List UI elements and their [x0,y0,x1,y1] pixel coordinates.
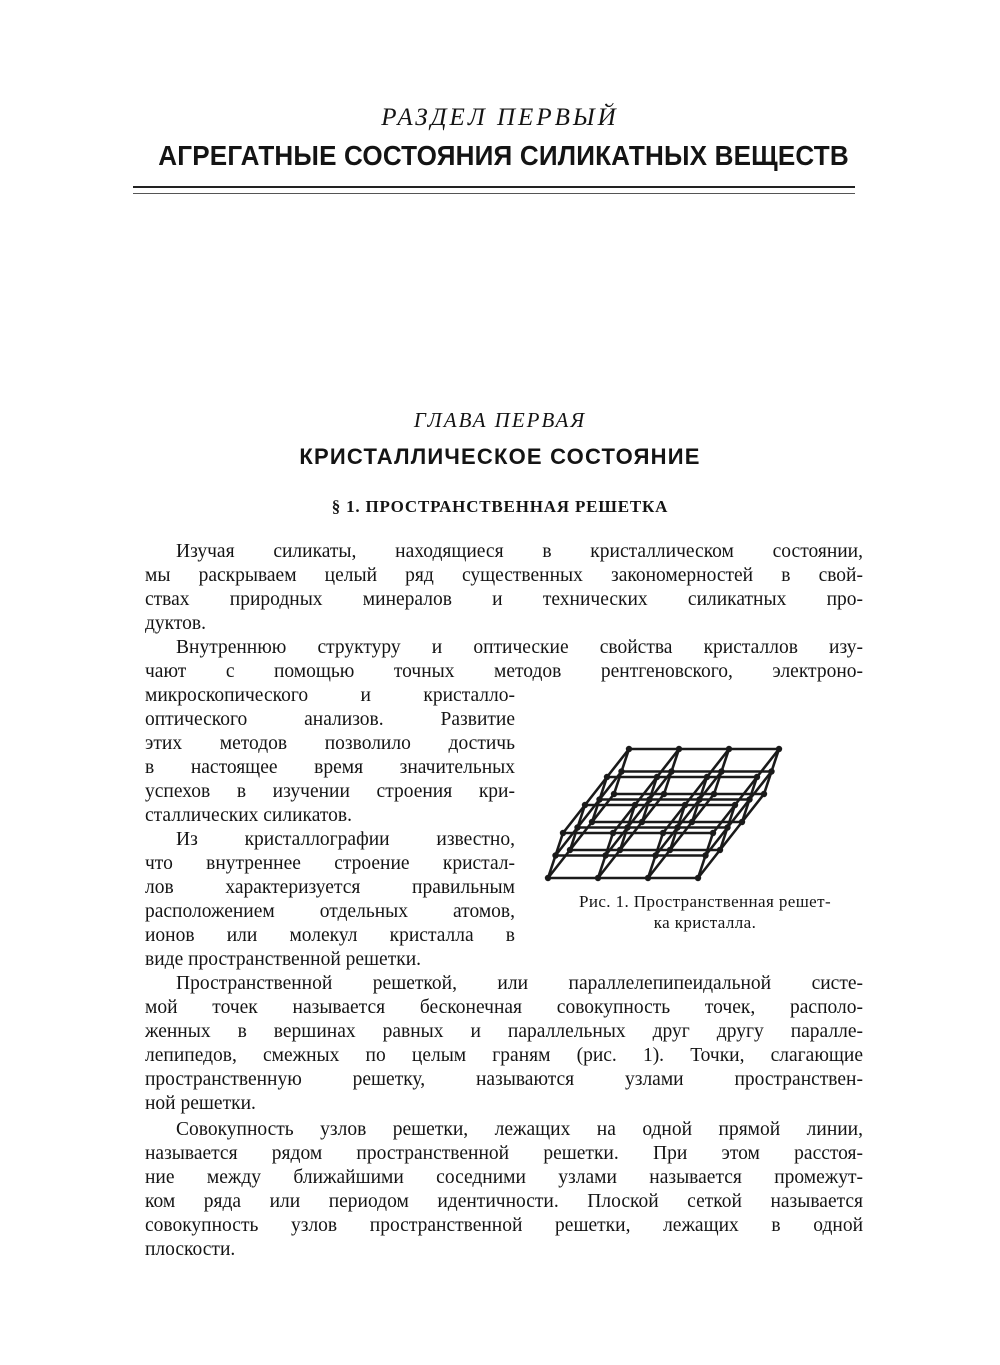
lattice-node [761,791,767,797]
lattice-node [567,847,573,853]
lattice-node [560,830,566,836]
lattice-node [695,875,701,881]
lattice-node [702,852,708,858]
lattice-node [717,847,723,853]
lattice-node [645,875,651,881]
text-line: микроскопического и кристалло- [145,685,515,706]
lattice-node [754,774,760,780]
figure-caption-line1: Рис. 1. Пространственная решет- [578,892,832,911]
lattice-node [582,802,588,808]
section-label: РАЗДЕЛ ПЕРВЫЙ [381,104,619,131]
text-line: женных в вершинах равных и параллельных друг другу паралле- [145,1021,863,1042]
lattice-node [676,746,682,752]
text-line: в настоящее время значительных [145,757,515,778]
text-line: совокупность узлов пространственной решетки, лежащих в одной [145,1215,863,1236]
lattice-node [596,796,602,802]
chapter-label: ГЛАВА ПЕРВАЯ [413,408,587,432]
lattice-node [724,824,730,830]
lattice-node [574,824,580,830]
text-line: мой точек называется бесконечная совокупность точек, располо- [145,997,863,1018]
section-title: АГРЕГАТНЫЕ СОСТОЯНИЯ СИЛИКАТНЫХ ВЕЩЕСТВ [158,140,849,171]
lattice-node [545,875,551,881]
lattice-node [711,791,717,797]
figure-caption [540,891,870,933]
lattice-node [652,852,658,858]
lattice-node [732,802,738,808]
lattice-node [696,796,702,802]
lattice-node [611,791,617,797]
lattice-node [552,852,558,858]
lattice-node [632,802,638,808]
text-line: Изучая силикаты, находящиеся в кристаллическом состоянии, [176,541,863,562]
lattice-node [595,875,601,881]
text-line: ние между ближайшими соседними узлами называется промежут- [145,1167,863,1188]
lattice-node [617,847,623,853]
text-line: успехов в изучении строения кри- [145,781,515,802]
text-line: сталлических силикатов. [145,805,352,826]
text-line: Совокупность узлов решетки, лежащих на одной прямой линии, [176,1119,863,1140]
lattice-node [674,824,680,830]
lattice-node [726,746,732,752]
lattice-node [718,768,724,774]
lattice-node [746,796,752,802]
text-line: дуктов. [145,613,206,634]
lattice-node [689,819,695,825]
paragraph-heading: § 1. ПРОСТРАНСТВЕННАЯ РЕШЕТКА [331,497,669,516]
text-line: этих методов позволило достичь [145,733,515,754]
text-line: мы раскрываем целый ряд существенных закономерностей в свой- [145,565,863,586]
lattice-node [624,824,630,830]
text-line: называется рядом пространственной решетки. При этом расстоя- [145,1143,863,1164]
lattice-node [710,830,716,836]
lattice-node [654,774,660,780]
lattice-node [660,830,666,836]
lattice-node [618,768,624,774]
lattice-node [768,768,774,774]
lattice-node [646,796,652,802]
text-line: ствах природных минералов и технических силикатных про- [145,589,863,610]
text-line: пространственную решетку, называются узлами пространствен- [145,1069,863,1090]
text-line: ионов или молекул кристалла в [145,925,515,946]
chapter-title: КРИСТАЛЛИЧЕСКОЕ СОСТОЯНИЕ [299,444,701,469]
lattice-node [668,768,674,774]
figure-caption-line2: ка кристалла. [653,913,757,932]
section-rule-thin [133,193,855,194]
text-line: расположением отдельных атомов, [145,901,515,922]
text-line: Пространственной решеткой, или параллелепипеидальной систе- [176,973,863,994]
text-line: что внутреннее строение кристал- [145,853,515,874]
text-line: виде пространственной решетки. [145,949,422,970]
lattice-node [682,802,688,808]
lattice-node [639,819,645,825]
lattice-node [604,774,610,780]
text-line: ком ряда или периодом идентичности. Плоской сеткой называется [145,1191,863,1212]
text-line: лепипедов, смежных по целым граням (рис. 1). Точки, слагающие [145,1045,863,1066]
crystal-lattice-figure [540,706,860,886]
lattice-node [739,819,745,825]
lattice-node [776,746,782,752]
section-rule [133,186,855,188]
lattice-node [626,746,632,752]
text-line: чают с помощью точных методов рентгеновского, электроно- [145,661,863,682]
lattice-node [589,819,595,825]
text-line: лов характеризуется правильным [145,877,515,898]
text-line: Из кристаллографии известно, [176,829,515,850]
lattice-node [602,852,608,858]
lattice-node [704,774,710,780]
lattice-node [667,847,673,853]
text-line: Внутреннюю структуру и оптические свойства кристаллов изу- [176,637,863,658]
lattice-node [661,791,667,797]
text-line: ной решетки. [145,1093,256,1114]
text-line: оптического анализов. Развитие [145,709,515,730]
lattice-node [610,830,616,836]
text-line: плоскости. [145,1239,236,1260]
